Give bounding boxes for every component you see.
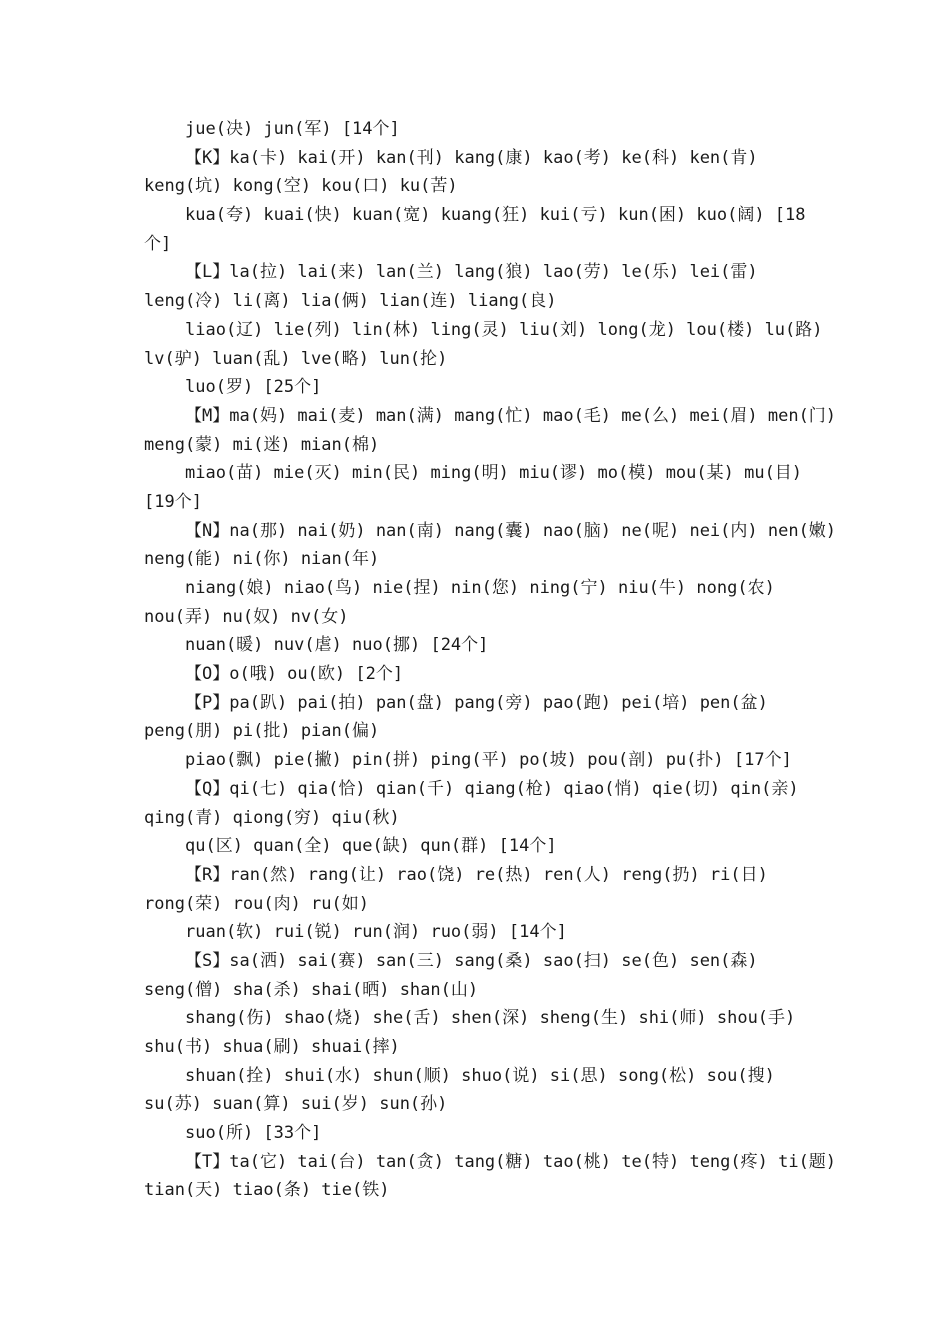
- text-line: 【T】ta(它) tai(台) tan(贪) tang(糖) tao(桃) te(特) teng(疼) ti(题): [185, 1151, 837, 1172]
- text-line: suo(所) [33个]: [185, 1123, 322, 1144]
- text-line: seng(僧) sha(杀) shai(晒) shan(山): [144, 979, 479, 1000]
- text-line: qing(青) qiong(穷) qiu(秋): [144, 807, 400, 828]
- text-line: 【S】sa(洒) sai(赛) san(三) sang(桑) sao(扫) se(色) sen(森): [185, 950, 758, 971]
- text-line: 【O】o(哦) ou(欧) [2个]: [185, 664, 404, 685]
- text-line: nou(弄) nu(奴) nv(女): [144, 606, 349, 627]
- text-line: 【N】na(那) nai(奶) nan(南) nang(囊) nao(脑) ne(呢) nei(内) nen(嫩): [185, 520, 837, 541]
- text-line: leng(冷) li(离) lia(俩) lian(连) liang(良): [144, 291, 557, 312]
- text-line: lv(驴) luan(乱) lve(略) lun(抡): [144, 348, 448, 369]
- text-line: shang(伤) shao(烧) she(舌) shen(深) sheng(生) shi(师) shou(手): [185, 1008, 796, 1029]
- text-line: 【K】ka(卡) kai(开) kan(刊) kang(康) kao(考) ke(科) ken(肯): [185, 147, 758, 168]
- text-line: kua(夸) kuai(快) kuan(宽) kuang(狂) kui(亏) kun(困) kuo(阔) [18: [185, 205, 806, 226]
- text-line: shuan(拴) shui(水) shun(顺) shuo(说) si(思) song(松) sou(搜): [185, 1065, 775, 1086]
- text-line: [19个]: [144, 491, 202, 512]
- text-line: qu(区) quan(全) que(缺) qun(群) [14个]: [185, 836, 557, 857]
- text-line: 【L】la(拉) lai(来) lan(兰) lang(狼) lao(劳) le(乐) lei(雷): [185, 262, 758, 283]
- text-line: 【P】pa(趴) pai(拍) pan(盘) pang(旁) pao(跑) pei(培) pen(盆): [185, 692, 768, 713]
- text-line: 个]: [144, 233, 172, 254]
- text-line: peng(朋) pi(批) pian(偏): [144, 721, 380, 742]
- text-line: 【R】ran(然) rang(让) rao(饶) re(热) ren(人) reng(扔) ri(日): [185, 864, 768, 885]
- text-line: shu(书) shua(刷) shuai(摔): [144, 1037, 400, 1057]
- text-line: luo(罗) [25个]: [185, 377, 322, 398]
- text-line: miao(苗) mie(灭) min(民) ming(明) miu(谬) mo(模) mou(某) mu(目): [185, 463, 803, 484]
- text-line: jue(决) jun(军) [14个]: [185, 119, 400, 139]
- text-line: rong(荣) rou(肉) ru(如): [144, 893, 369, 914]
- text-line: 【Q】qi(七) qia(恰) qian(千) qiang(枪) qiao(悄) qie(切) qin(亲): [185, 778, 799, 799]
- text-line: neng(能) ni(你) nian(年): [144, 549, 380, 570]
- text-line: meng(蒙) mi(迷) mian(棉): [144, 434, 380, 455]
- text-line: tian(天) tiao(条) tie(铁): [144, 1180, 390, 1201]
- text-line: piao(飘) pie(撇) pin(拼) ping(平) po(坡) pou(剖) pu(扑) [17个]: [185, 750, 792, 771]
- text-line: keng(坑) kong(空) kou(口) ku(苦): [144, 176, 458, 197]
- text-line: niang(娘) niao(鸟) nie(捏) nin(您) ning(宁) niu(牛) nong(农): [185, 578, 775, 598]
- text-line: nuan(暖) nuv(虐) nuo(挪) [24个]: [185, 635, 489, 656]
- text-line: ruan(软) rui(锐) run(润) ruo(弱) [14个]: [185, 922, 567, 943]
- text-line: liao(辽) lie(列) lin(林) ling(灵) liu(刘) long(龙) lou(楼) lu(路): [185, 319, 823, 340]
- text-line: su(苏) suan(算) sui(岁) sun(孙): [144, 1094, 448, 1115]
- text-line: 【M】ma(妈) mai(麦) man(满) mang(忙) mao(毛) me(么) mei(眉) men(门): [185, 405, 837, 426]
- document-body: [144, 115, 837, 1205]
